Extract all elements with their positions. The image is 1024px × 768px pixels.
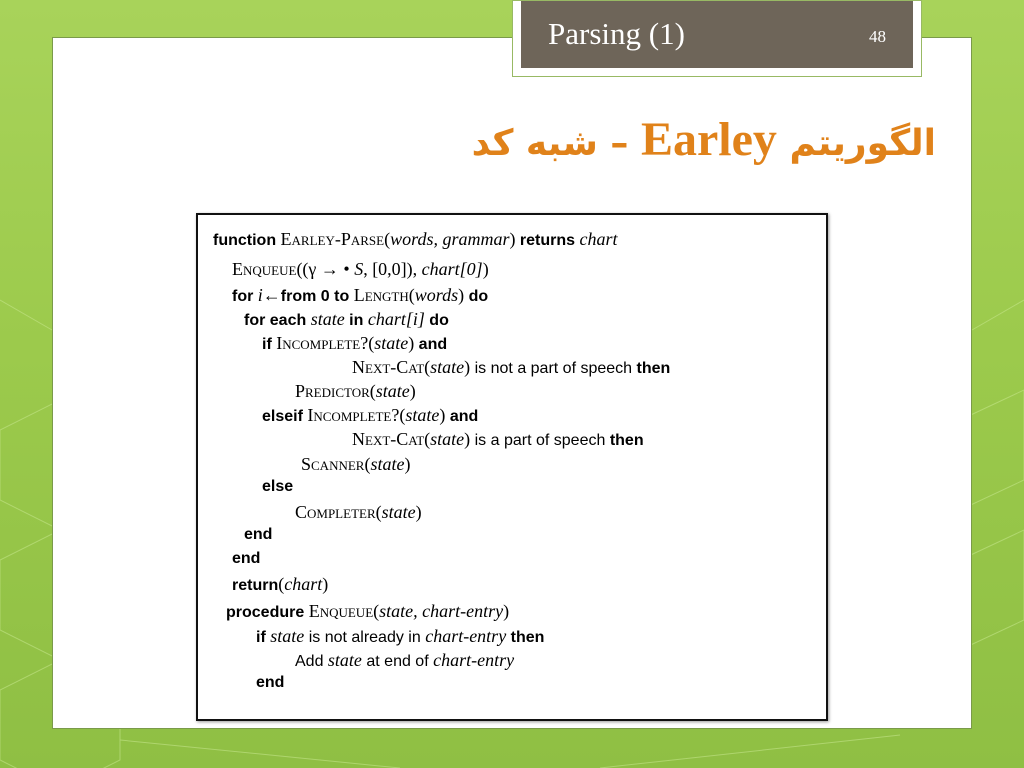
code-text: is not a part of speech [474,360,633,377]
code-line-13 [244,526,272,544]
pseudocode-figure [196,213,828,721]
argument: ((γ → • [296,259,355,279]
paren: ) [503,601,510,621]
function-name: Predictor [295,381,370,401]
title-tab [512,0,922,77]
function-name: Next-Cat [352,429,425,449]
code-line-19 [256,674,284,692]
paren: ) [458,285,465,305]
symbol: S [354,259,364,279]
paren: ( [424,357,431,377]
paren: ) [509,229,516,249]
paren: ) [464,429,471,449]
keyword: procedure [226,604,305,621]
code-line-15 [232,574,328,595]
keyword: do [468,288,489,305]
paren: ( [364,454,371,474]
paren: ( [384,229,391,249]
code-line-6 [352,357,670,378]
paren: ( [369,381,376,401]
keyword: end [232,550,261,567]
argument: state [375,381,410,401]
code-line-9 [352,429,644,450]
paren: ( [375,502,382,522]
code-line-14 [232,550,260,568]
code-line-16 [226,601,509,622]
variable: chart [367,309,406,329]
code-line-18 [295,650,514,671]
code-line-17 [256,626,544,647]
variable: state [310,309,345,329]
variable: chart-entry [433,650,515,670]
keyword: and [449,408,479,425]
heading-rtl-part2: – شبه کد [471,123,629,164]
code-line-3 [232,285,488,306]
paren: ) [439,405,446,425]
paren: ) [464,357,471,377]
variable: i [257,285,263,305]
code-line-4 [244,309,449,330]
argument: state [370,454,405,474]
paren: ) [408,333,415,353]
keyword: and [418,336,448,353]
argument: chart [284,574,323,594]
return-value: chart [579,229,618,249]
keyword: if [256,629,266,646]
keyword: returns [519,232,576,249]
heading-latin: Earley [640,113,777,166]
paren: ( [424,429,431,449]
keyword: then [636,360,671,377]
paren: ( [368,333,375,353]
keyword: if [262,336,272,353]
keyword: then [609,432,644,449]
title-bar [521,1,913,68]
keyword: return [232,577,279,594]
arrow: ← [262,285,281,305]
variable: state [270,626,305,646]
paren: ( [373,601,380,621]
function-name: Scanner [301,454,365,474]
argument: state [374,333,409,353]
keyword: for [232,288,254,305]
paren: ) [322,574,329,594]
slide-number: 48 [869,27,886,46]
argument: chart[0] [421,259,483,279]
keyword: for each [244,312,307,329]
argument: state [381,502,416,522]
keyword: elseif [262,408,303,425]
code-line-2 [232,259,489,280]
function-name: Incomplete? [276,333,369,353]
code-line-1 [213,229,618,250]
argument: , [0,0]), [363,259,422,279]
function-name: Earley-Parse [280,229,385,249]
paren: ) [404,454,411,474]
keyword: then [510,629,545,646]
code-text: Add [295,653,324,670]
paren: ( [408,285,415,305]
keyword: end [256,674,285,691]
argument: state [430,429,465,449]
index: [i] [405,309,425,329]
keyword: do [429,312,449,329]
function-name: Next-Cat [352,357,425,377]
code-line-8 [262,405,478,426]
code-line-12 [295,502,422,523]
keyword: function [213,232,277,249]
code-text: is a part of speech [474,432,606,449]
code-text: is not already in [308,629,421,646]
argument: state [405,405,440,425]
code-line-7 [295,381,416,402]
keyword: else [262,478,294,495]
argument: state, chart-entry [379,601,504,621]
code-line-5 [262,333,447,354]
function-name: Completer [295,502,376,522]
keyword: end [244,526,273,543]
paren: ) [415,502,422,522]
slide-title: Parsing (1) [548,16,685,51]
argument: words, grammar [390,229,510,249]
code-text: at end of [366,653,429,670]
slide-heading [472,112,936,167]
function-name: Length [353,285,409,305]
function-name: Incomplete? [307,405,400,425]
variable: chart-entry [425,626,507,646]
function-name: Enqueue [308,601,374,621]
paren: ( [399,405,406,425]
paren: ( [278,574,285,594]
keyword: from 0 to [280,288,350,305]
argument: state [430,357,465,377]
paren: ) [482,259,489,279]
function-name: Enqueue [232,259,297,279]
variable: state [327,650,362,670]
heading-rtl-part1: الگوریتم [789,123,936,164]
keyword: in [349,312,364,329]
code-line-11 [262,478,293,496]
code-line-10 [301,454,410,475]
argument: words [414,285,459,305]
paren: ) [409,381,416,401]
